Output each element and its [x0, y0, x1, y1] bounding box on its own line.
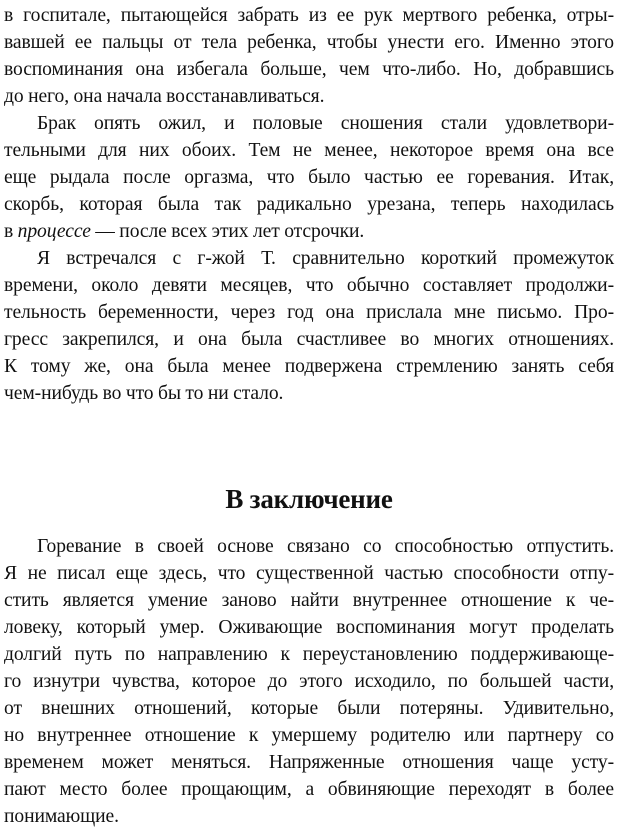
text-line: воспоминания она избегала больше, чем что-либо. Но, добравшись	[4, 59, 614, 80]
text-fragment: — после всех этих лет отсрочки.	[90, 221, 365, 242]
text-line: до него, она начала восстанавливаться.	[4, 86, 325, 107]
text-line: К тому же, она была менее подвержена стремлению занять себя	[4, 356, 614, 377]
text-line: от внешних отношений, которые были потеряны. Удивительно,	[4, 698, 614, 719]
text-line: понимающие.	[4, 806, 119, 827]
text-line: го изнутри чувства, которое до этого исходило, по большей части,	[4, 671, 614, 692]
italic-word: процессе	[17, 221, 91, 242]
paragraph-conclusion	[4, 533, 614, 830]
paragraph-marriage	[4, 110, 614, 245]
text-fragment: в	[4, 221, 18, 242]
text-line: времени, около девяти месяцев, что обычно составляет продолжи-	[4, 275, 614, 296]
text-line: Горевание в своей основе связано со способностью отпустить.	[37, 536, 614, 557]
text-line: чем-нибудь во что бы то ни стало.	[4, 383, 284, 404]
section-heading: В заключение	[225, 484, 393, 514]
text-line: Я не писал еще здесь, что существенной частью способности отпу-	[4, 563, 614, 584]
text-line: но внутреннее отношение к умершему родителю или партнеру со	[4, 725, 614, 746]
text-line: вавшей ее пальцы от тела ребенка, чтобы унести его. Именно этого	[4, 32, 614, 53]
text-line	[4, 218, 614, 245]
text-line: пают место более прощающим, а обвиняющие переходят в более	[4, 779, 614, 800]
text-line: еще рыдала после оргазма, что было частью ее горевания. Итак,	[4, 167, 614, 188]
text-line: в госпитале, пытающейся забрать из ее рук мертвого ребенка, отры-	[4, 5, 614, 26]
text-line: стить является умение заново найти внутреннее отношение к че-	[4, 590, 614, 611]
text-line: долгий путь по направлению к переустановлению поддерживающе-	[4, 644, 614, 665]
text-line: ловеку, который умер. Оживающие воспоминания могут проделать	[4, 617, 614, 638]
paragraph-progress	[4, 245, 614, 407]
text-line: временем может меняться. Напряженные отношения чаще усту-	[4, 752, 614, 773]
text-line: тельность беременности, через год она прислала мне письмо. Про-	[4, 302, 614, 323]
text-line: скорбь, которая была так радикально урезана, теперь находилась	[4, 194, 614, 215]
text-line: гресс закрепился, и она была счастливее во многих отношениях.	[4, 329, 614, 350]
text-line: Брак опять ожил, и половые сношения стали удовлетвори-	[37, 113, 614, 134]
paragraph-hospital-memory	[4, 0, 614, 110]
text-line: тельными для них обоих. Тем не менее, некоторое время она все	[4, 140, 614, 161]
text-line: Я встречался с г-жой Т. сравнительно короткий промежуток	[37, 248, 614, 269]
